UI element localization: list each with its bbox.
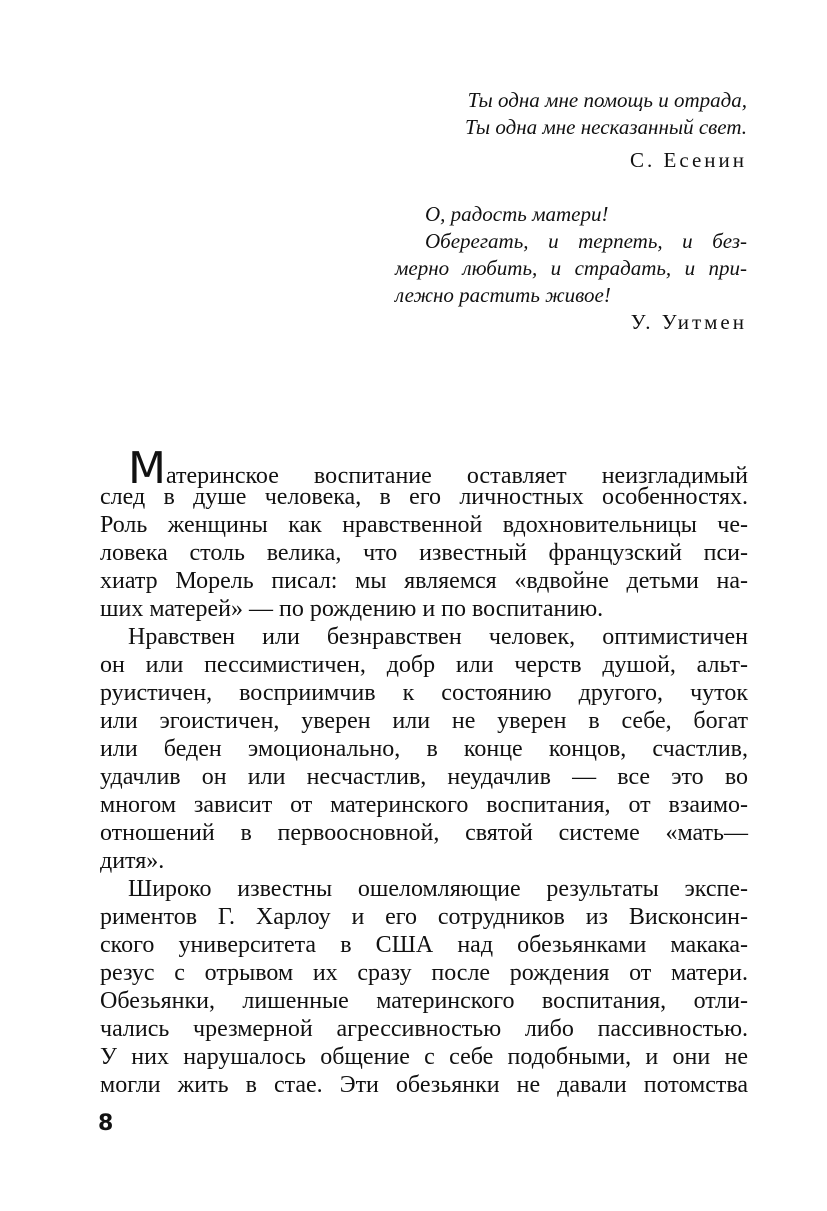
epigraph-line: мерно любить, и страдать, и при- <box>395 256 747 280</box>
paragraph-line: могли жить в стае. Эти обезьянки не давали потомства <box>100 1072 748 1098</box>
paragraph-line: многом зависит от материнского воспитания, от взаимо- <box>100 792 748 818</box>
paragraph-line: ловека столь велика, что известный французский пси- <box>100 540 748 566</box>
paragraph-line: чались чрезмерной агрессивностью либо пассивностью. <box>100 1016 748 1042</box>
drop-cap: М <box>128 443 166 494</box>
paragraph-line: Широко известны ошеломляющие результаты экспе- <box>128 876 748 902</box>
paragraph-line: хиатр Морель писал: мы являемся «вдвойне детьми на- <box>100 568 748 594</box>
paragraph-line: след в душе человека, в его личностных особенностях. <box>100 484 748 510</box>
paragraph-line: дитя». <box>100 848 165 874</box>
paragraph-line: ского университета в США над обезьянками макака- <box>100 932 748 958</box>
paragraph-line: Обезьянки, лишенные материнского воспитания, отли- <box>100 988 748 1014</box>
paragraph-line: Роль женщины как нравственной вдохновительницы че- <box>100 512 748 538</box>
epigraph-line: Оберегать, и терпеть, и без- <box>425 229 747 253</box>
paragraph-line: руистичен, восприимчив к состоянию другого, чуток <box>100 680 748 706</box>
paragraph-line: Нравствен или безнравствен человек, оптимистичен <box>128 624 748 650</box>
epigraph-line: О, радость матери! <box>425 202 609 226</box>
paragraph-line-text: атеринское воспитание оставляет неизгладимый <box>165 463 748 489</box>
paragraph-line: удачлив он или несчастлив, неудачлив — все это во <box>100 764 748 790</box>
paragraph-line: риментов Г. Харлоу и его сотрудников из Висконсин- <box>100 904 748 930</box>
epigraph-2 <box>395 201 747 309</box>
paragraph-line: ших матерей» — по рождению и по воспитанию. <box>100 596 604 622</box>
page-number: 8 <box>98 1111 114 1136</box>
epigraph-author: С. Есенин <box>630 148 747 172</box>
epigraph-line: Ты одна мне помощь и отрада, <box>467 88 747 112</box>
paragraph-line: У них нарушалось общение с себе подобными, и они не <box>100 1044 748 1070</box>
epigraph-line: Ты одна мне несказанный свет. <box>464 115 747 139</box>
paragraph-line: резус с отрывом их сразу после рождения от матери. <box>100 960 748 986</box>
paragraph-line: или эгоистичен, уверен или не уверен в себе, богат <box>100 708 748 734</box>
body-text <box>100 443 748 1099</box>
paragraph-line: он или пессимистичен, добр или черств душой, альт- <box>100 652 748 678</box>
epigraph-author: У. Уитмен <box>630 310 747 334</box>
epigraph-1 <box>395 87 747 141</box>
paragraph-line <box>100 443 748 494</box>
paragraph-line: отношений в первоосновной, святой системе «мать— <box>100 820 748 846</box>
epigraph-line: лежно растить живое! <box>395 283 611 307</box>
paragraph-line: или беден эмоционально, в конце концов, счастлив, <box>100 736 748 762</box>
